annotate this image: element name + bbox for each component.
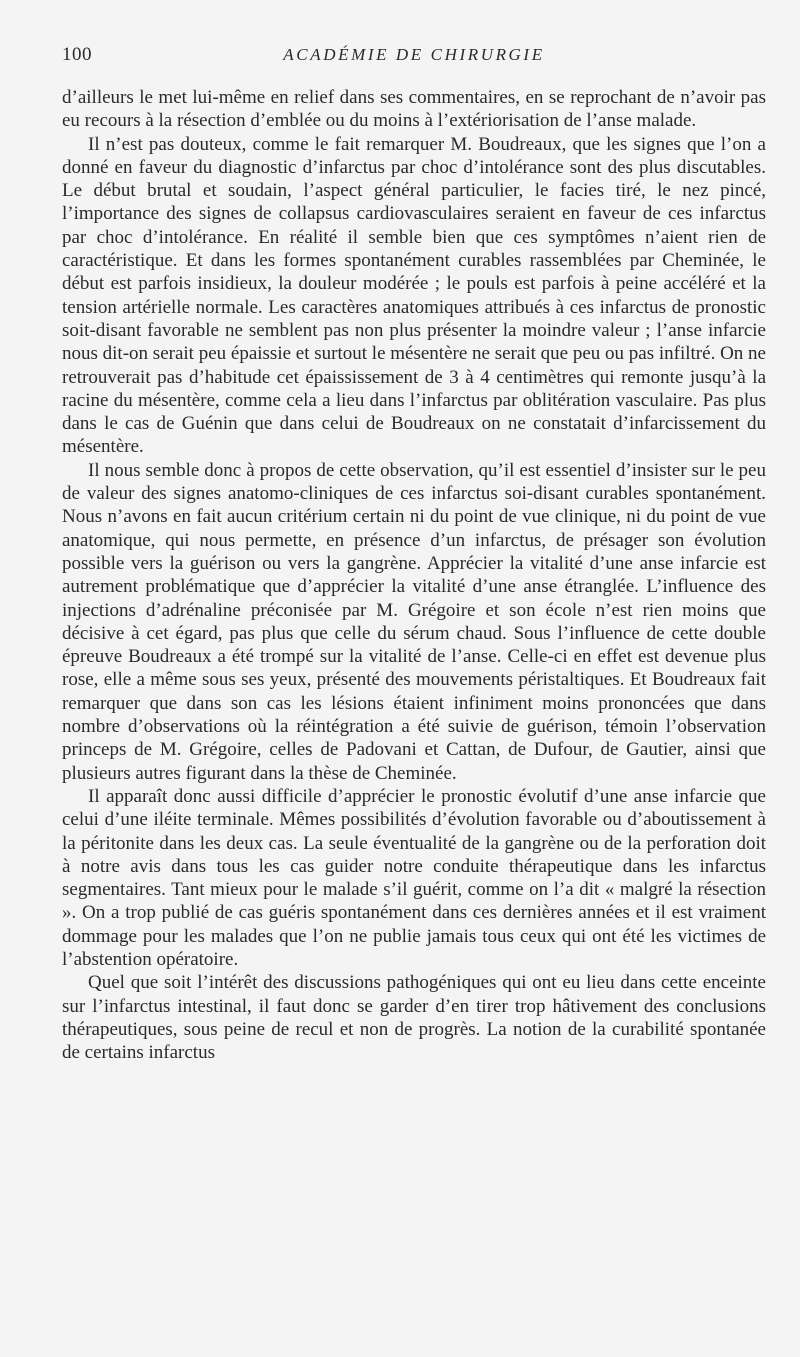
body-text: [62, 86, 766, 1064]
paragraph-prognosis: Il apparaît donc aussi difficile d’apprécier le pronostic évolutif d’une anse infarcie que celui d’une iléite terminale. Mêmes possibilités d’évolution favorable ou d’aboutissement à la péritonite dans les deux cas. La seule éventualité de la gangrène ou de la perforation doit à notre avis dans tous les cas guider notre conduite thérapeutique dans les infarctus segmentaires. Tant mieux pour le malade s’il guérit, comme on l’a dit « malgré la résection ». On a trop publié de cas guéris spontanément dans ces dernières années et il est vraiment dommage pour les malades que l’on ne publie jamais tous ceux qui ont été les victimes de l’abstention opératoire.: [62, 785, 766, 970]
paragraph-conclusion: Quel que soit l’intérêt des discussions pathogéniques qui ont eu lieu dans cette enceinte sur l’infarctus intestinal, il faut donc se garder d’en tirer trop hâtivement des conclusions thérapeutiques, sous peine de recul et non de progrès. La notion de la curabilité spontanée de certains infarctus: [62, 972, 766, 1064]
running-head: ACADÉMIE DE CHIRURGIE: [283, 45, 545, 64]
paragraph-anatomo-clinical-value: Il nous semble donc à propos de cette observation, qu’il est essentiel d’insister sur le peu de valeur des signes anatomo-cliniques de ces infarctus soi-disant curables spontanément. Nous n’avons en fait aucun critérium certain ni du point de vue clinique, ni du point de vue anatomique, qui nous permette, en présence d’un infarctus, de présager son évolution possible vers la guérison ou vers la gangrène. Apprécier la vitalité d’une anse infarcie est autrement problématique que d’apprécier la vitalité d’une anse étranglée. L’influence des injections d’adrénaline préconisée par M. Grégoire et son école n’est rien moins que décisive à cet égard, pas plus que celle du sérum chaud. Sous l’influence de cette double épreuve Boudreaux a été trompé sur la vitalité de l’anse. Celle-ci en effet est devenue plus rose, elle a même sous ses yeux, présenté des mouvements péristaltiques. Et Boudreaux fait remarquer que dans son cas les lésions étaient infiniment moins prononcées que dans nombre d’observations où la réintégration a été suivie de guérison, témoin l’observation princeps de M. Grégoire, celles de Padovani et Cattan, de Dufour, de Gautier, ainsi que plusieurs autres figurant dans la thèse de Cheminée.: [62, 459, 766, 784]
paragraph-diagnostic-signs: Il n’est pas douteux, comme le fait remarquer M. Boudreaux, que les signes que l’on a donné en faveur du diagnostic d’infarctus par choc d’intolérance sont des plus discutables. Le début brutal et soudain, l’aspect général particulier, le facies tiré, le nez pincé, l’importance des signes de collapsus cardiovasculaires seraient en faveur de ces infarctus par choc d’intolérance. En réalité il semble bien que ces symptômes n’aient rien de caractéristique. Et dans les formes spontanément curables rassemblées par Cheminée, le début est parfois insidieux, la douleur modérée ; le pouls est parfois à peine accéléré et la tension artérielle normale. Les caractères anatomiques attribués à ces infarctus de pronostic soit-disant favorable ne semblent pas non plus présenter la moindre valeur ; l’anse infarcie nous dit-on serait peu épaissie et surtout le mésentère ne serait que peu ou pas infiltré. On ne retrouverait pas d’habitude cet épaississement de 3 à 4 centimètres qui remonte jusqu’à la racine du mésentère, comme cela a lieu dans l’infarctus par oblitération vasculaire. Pas plus dans le cas de Guénin que dans celui de Boudreaux on ne constatait d’infarcissement du mésentère.: [62, 133, 766, 458]
page-header: [62, 44, 766, 70]
paragraph-continued: d’ailleurs le met lui-même en relief dans ses commentaires, en se reprochant de n’avoir pas eu recours à la résection d’emblée ou du moins à l’extériorisation de l’anse malade.: [62, 87, 766, 132]
page-number: 100: [62, 44, 92, 65]
